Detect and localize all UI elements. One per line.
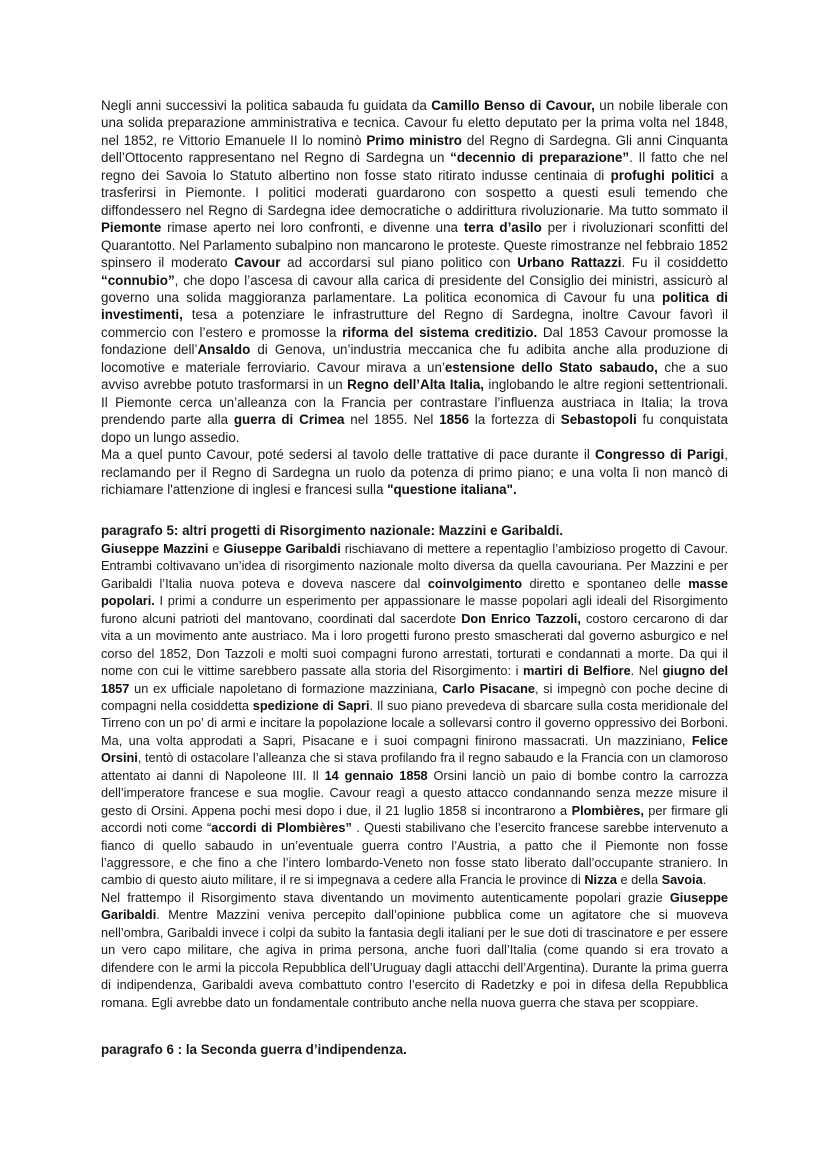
bold-text: profughi politici bbox=[610, 167, 715, 183]
text-run: . Questi stabilivano che l’esercito francese sarebbe intervenuto a fianco di quello sabaudo in un’eventuale guerra contro l’Austria, a patto che il Piemonte non fosse l’aggressore, e che fino a che l’intero lombardo-Veneto non fosse stato liberato dall’occupante straniero. In cambio di questo aiuto militare, il re si impegnava a cedere alla Francia le province di bbox=[101, 820, 728, 888]
body-paragraph bbox=[101, 540, 728, 889]
text-run: inglobando le altre regioni settentrionali. Il Piemonte cerca un’alleanza con la Francia per contrastare l’influenza austriaca in Italia; la trova prendendo parte alla bbox=[101, 377, 728, 428]
bold-text: 14 gennaio 1858 bbox=[324, 767, 428, 783]
text-run: a trasferirsi in Piemonte. I politici moderati guardarono con sospetto a questi esuli temendo che diffondessero nel Regno di Sardegna idee democratiche o addirittura rivoluzionarie. Ma tutto sommato il bbox=[101, 167, 728, 218]
text-run: diretto e spontaneo delle bbox=[522, 575, 689, 591]
body-paragraph bbox=[101, 889, 728, 1011]
text-run: rischiavano di mettere a repentaglio l’ambizioso progetto di Cavour. Entrambi coltivavano un’idea di risorgimento nazionale molto diversa da quella cavouriana. Per Mazzini e per Garibaldi l’Italia nuova poteva e doveva nascere dal bbox=[101, 540, 728, 591]
bold-text: politica di investimenti, bbox=[101, 289, 728, 323]
text-run: Negli anni successivi la politica sabauda fu guidata da bbox=[101, 98, 432, 113]
bold-text: Camillo Benso di Cavour, bbox=[431, 98, 595, 113]
text-run: la fortezza di bbox=[469, 412, 561, 428]
text-run: Nel frattempo il Risorgimento stava diventando un movimento autenticamente popolari grazie bbox=[101, 889, 670, 905]
bold-text: Felice Orsini bbox=[101, 732, 728, 766]
bold-text: giugno del 1857 bbox=[101, 663, 728, 696]
text-run: per firmare gli accordi noti come “ bbox=[101, 802, 728, 836]
text-run: Dal 1853 Cavour promosse la fondazione dell’ bbox=[101, 324, 728, 358]
bold-text: Regno dell’Alta Italia, bbox=[347, 377, 484, 393]
bold-text: martiri di Belfiore bbox=[523, 663, 631, 679]
bold-text: accordi di Plombières” bbox=[211, 820, 352, 836]
bold-text: Primo ministro bbox=[366, 132, 462, 148]
text-run: tesa a potenziare le infrastrutture del Regno di Sardegna, inoltre Cavour favorì il commercio con l’estero e promosse la bbox=[101, 307, 728, 340]
section-heading bbox=[101, 1041, 728, 1058]
bold-text: terra d’asilo bbox=[463, 220, 542, 236]
text-run: , si impegnò con poche decine di compagni nella cosiddetta bbox=[101, 680, 728, 713]
text-run: nel 1855. Nel bbox=[344, 412, 440, 428]
text-run: costoro cercarono di dar vita a un movimento ante austriaco. Ma i loro progetti furono presto smascherati dal governo asburgico e nel corso del 1852, Don Tazzoli e molti suoi compagni furono arrestati, torturati e condannati a morte. Da qui il nome con cui le vittime sarebbero passate alla storia del Risorgimento: i bbox=[101, 610, 728, 679]
text-run: paragrafo 6 : la Seconda guerra d’indipendenza. bbox=[101, 1042, 407, 1058]
bold-text: estensione dello Stato sabaudo, bbox=[444, 359, 658, 375]
bold-text: "questione italiana". bbox=[387, 481, 517, 497]
text-run: . Il fatto che nel regno dei Savoia lo Statuto albertino non fosse stato ritirato indusse centinaia di bbox=[101, 150, 728, 183]
text-run: di Genova, un’industria meccanica che fu adibita anche alla produzione di locomotive e materiale ferroviario. Cavour mirava a un’ bbox=[101, 342, 729, 375]
bold-text: Piemonte bbox=[101, 220, 162, 236]
text-run: un nobile liberale con una solida preparazione amministrativa e tecnica. Cavour fu eletto deputato per la prima volta nel 1848, nel 1852, re Vittorio Emanuele II lo nominò bbox=[101, 98, 729, 148]
text-run: , tentò di ostacolare l’alleanza che si stava profilando fra il regno sabaudo e la Francia con un clamoroso attentato ai danni di Napoleone III. Il bbox=[101, 750, 728, 783]
text-run: , reclamando per il Regno di Sardegna un ruolo da potenza di primo piano; e una volta lì non mancò di richiamare l'attenzione di inglesi e francesi sulla bbox=[101, 447, 728, 497]
bold-text: 1856 bbox=[439, 412, 470, 428]
text-run: del Regno di Sardegna. Gli anni Cinquanta dell’Ottocento rappresentano nel Regno di Sardegna un bbox=[101, 132, 728, 166]
bold-text: Plombières, bbox=[571, 802, 644, 818]
bold-text: Don Enrico Tazzoli, bbox=[461, 610, 581, 626]
text-run: Orsini lanciò un paio di bombe contro la carrozza dell’imperatore francese e sua moglie. Cavour reagì a questo attacco condannando senza mezze misure il gesto di Orsini. Appena pochi mesi dopo i due, il 21 luglio 1858 si incontrarono a bbox=[101, 767, 729, 818]
bold-text: guerra di Crimea bbox=[233, 412, 345, 428]
text-run: paragrafo 5: altri progetti di Risorgimento nazionale: Mazzini e Garibaldi. bbox=[101, 523, 564, 539]
document-page bbox=[101, 97, 728, 1059]
bold-text: Savoia bbox=[661, 872, 703, 888]
bold-text: Giuseppe Garibaldi bbox=[101, 889, 728, 923]
text-run: e della bbox=[616, 872, 662, 888]
text-run: che a suo avviso avrebbe potuto trasformarsi in un bbox=[101, 359, 728, 393]
bold-text: “connubio” bbox=[101, 272, 175, 288]
body-paragraph bbox=[101, 97, 728, 446]
bold-text: Nizza bbox=[584, 872, 617, 888]
text-run: e bbox=[208, 540, 224, 556]
text-run: . Nel bbox=[630, 663, 663, 679]
bold-text: Cavour bbox=[234, 255, 281, 271]
text-run: Ma a quel punto Cavour, poté sedersi al tavolo delle trattative di pace durante il bbox=[101, 447, 595, 463]
bold-text: Giuseppe Garibaldi bbox=[223, 540, 341, 556]
text-run: . Mentre Mazzini veniva percepito dall’opinione pubblica come un agitatore che si muoveva nell’ombra, Garibaldi invece i colpi da subito la fantasia degli italiani per le sue doti di trascinatore e per essere un vero capo militare, che agiva in prima persona, anche fuori dall’Italia (come quando si era trovato a difendere con le armi la piccola Repubblica dell’Uruguay dagli attacchi dell’Argentina). Durante la prima guerra di indipendenza, Garibaldi aveva combattuto contro l’esercito di Radetzky e poi in difesa della Repubblica romana. Egli avrebbe dato un fondamentale contributo anche nella nuova guerra che stava per scoppiare. bbox=[101, 907, 728, 1010]
bold-text: riforma del sistema creditizio. bbox=[342, 324, 538, 340]
paragraph-spacer bbox=[101, 498, 728, 522]
text-run: rimase aperto nei loro confronti, e divenne una bbox=[161, 220, 464, 236]
bold-text: Congresso di Parigi bbox=[594, 447, 725, 463]
section-heading bbox=[101, 522, 728, 539]
text-run: . Il suo piano prevedeva di sbarcare sulla costa meridionale del Tirreno con un po’ di armi e incitare la popolazione locale a sollevarsi contro il governo oppressivo dei Borboni. Ma, una volta approdati a Sapri, Pisacane e i suoi compagni finirono massacrati. Un mazziniano, bbox=[101, 697, 728, 748]
paragraph-spacer bbox=[101, 1011, 728, 1041]
text-run: fu conquistata dopo un lungo assedio. bbox=[101, 412, 728, 445]
text-run: ad accordarsi sul piano politico con bbox=[280, 255, 518, 271]
bold-text: Sebastopoli bbox=[560, 412, 637, 428]
bold-text: “decennio di preparazione” bbox=[450, 150, 630, 166]
bold-text: Giuseppe Mazzini bbox=[101, 540, 209, 556]
text-run: , che dopo l’ascesa di cavour alla carica di presidente del Consiglio dei ministri, assicurò al governo una solida maggioranza parlamentare. La politica economica di Cavour fu una bbox=[101, 272, 728, 305]
text-run: . bbox=[702, 872, 707, 888]
text-run: . Fu il cosiddetto bbox=[621, 255, 728, 271]
bold-text: masse popolari. bbox=[101, 575, 728, 609]
body-paragraph bbox=[101, 446, 728, 498]
text-run: un ex ufficiale napoletano di formazione mazziniana, bbox=[129, 680, 443, 696]
bold-text: coinvolgimento bbox=[427, 575, 523, 591]
bold-text: spedizione di Sapri bbox=[252, 697, 370, 713]
bold-text: Carlo Pisacane bbox=[442, 680, 535, 696]
text-run: I primi a condurre un esperimento per appassionare le masse popolari agli ideali del Risorgimento furono alcuni patrioti del mantovano, coordinati dal sacerdote bbox=[101, 593, 728, 626]
text-run: per i rivoluzionari sconfitti del Quarantotto. Nel Parlamento subalpino non mancarono le proteste. Queste rimostranze nel febbraio 1852 spinsero il moderato bbox=[101, 220, 728, 271]
bold-text: Ansaldo bbox=[197, 342, 251, 358]
bold-text: Urbano Rattazzi bbox=[517, 255, 622, 271]
